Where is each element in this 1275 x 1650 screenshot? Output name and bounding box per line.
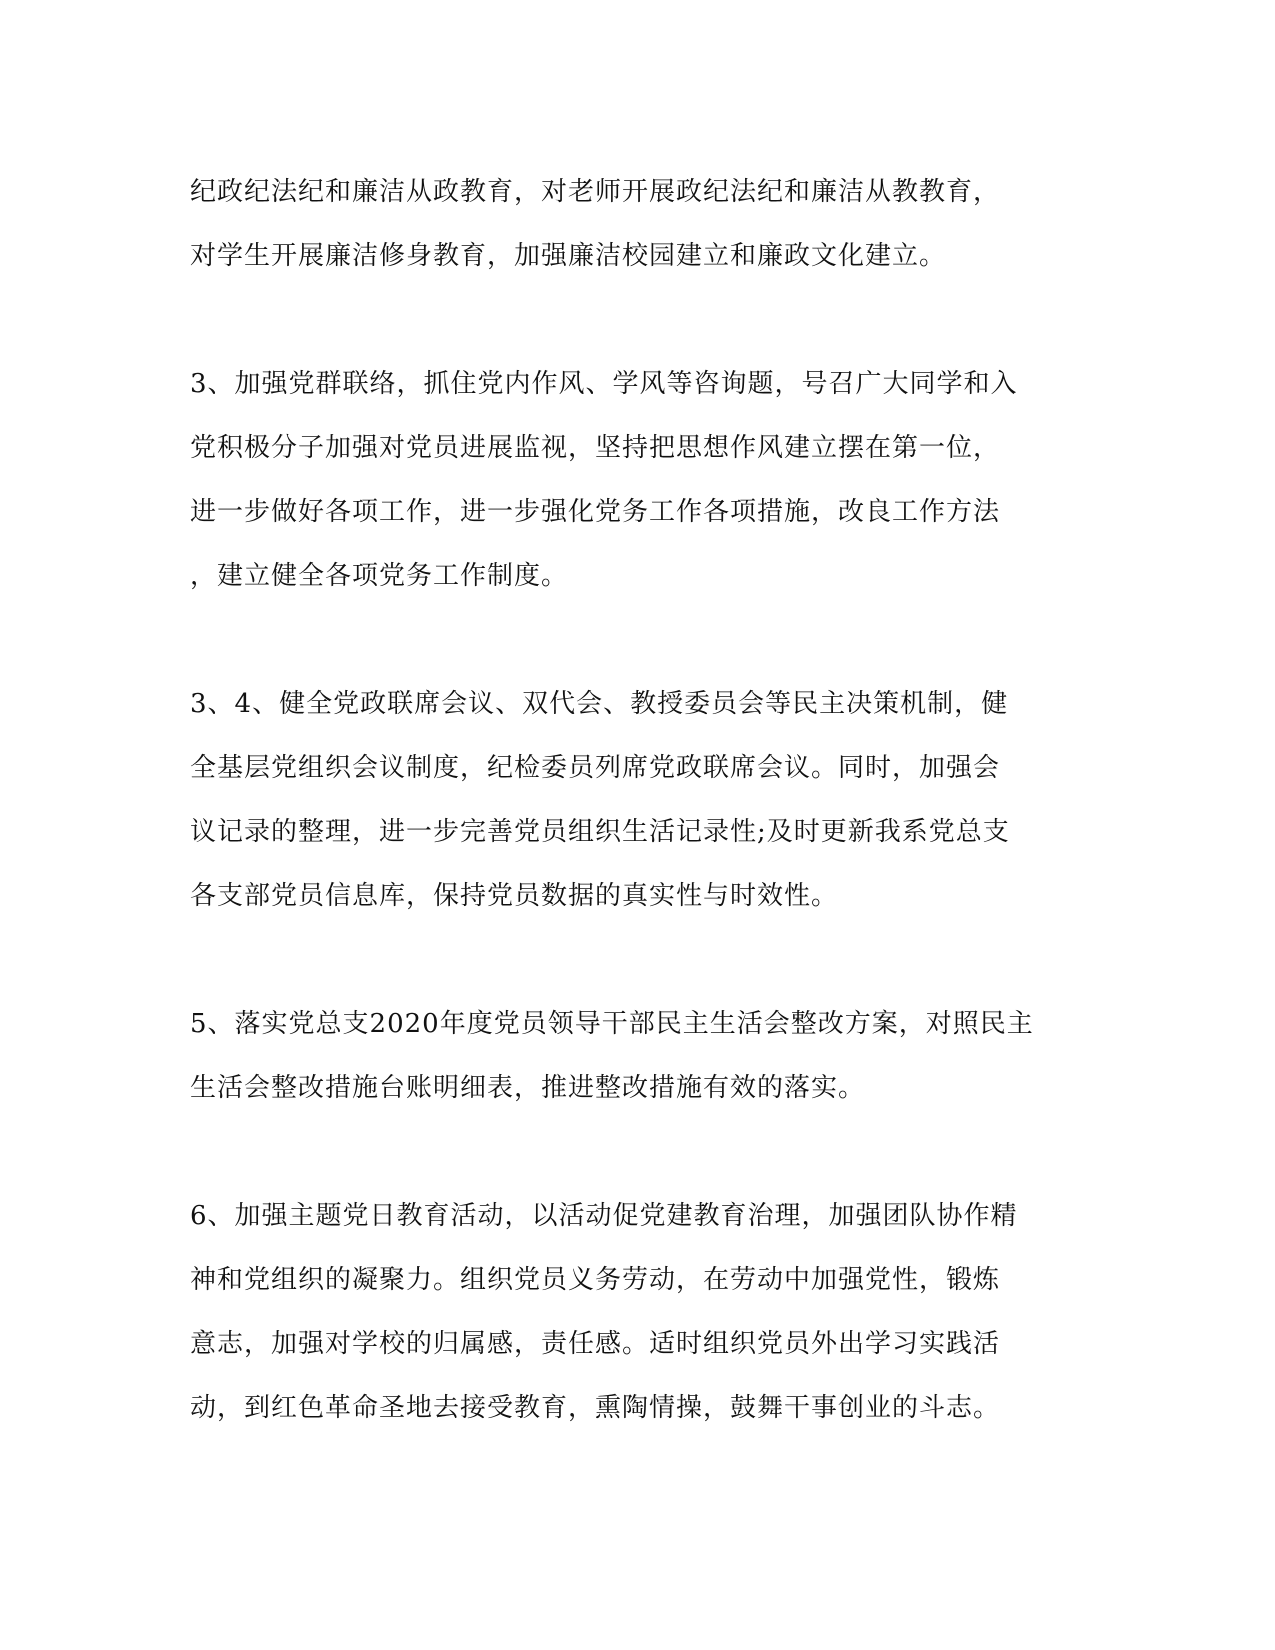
paragraph-spacer xyxy=(190,928,1090,992)
paragraph-5 xyxy=(190,1184,1090,1440)
paragraph-spacer xyxy=(190,288,1090,352)
paragraph-2 xyxy=(190,352,1090,608)
paragraph-line: 5、落实党总支2020年度党员领导干部民主生活会整改方案，对照民主 xyxy=(190,1009,1034,1039)
paragraph-spacer xyxy=(190,608,1090,672)
paragraph-line: 动，到红色革命圣地去接受教育，熏陶情操，鼓舞干事创业的斗志。 xyxy=(190,1393,1001,1423)
paragraph-line: 议记录的整理，进一步完善党员组织生活记录性;及时更新我系党总支 xyxy=(190,817,1010,847)
paragraph-line: 对学生开展廉洁修身教育，加强廉洁校园建立和廉政文化建立。 xyxy=(190,241,947,271)
paragraph-line: 生活会整改措施台账明细表，推进整改措施有效的落实。 xyxy=(190,1073,866,1103)
paragraph-line: 纪政纪法纪和廉洁从政教育，对老师开展政纪法纪和廉洁从教教育， xyxy=(190,177,1001,207)
paragraph-line: 党积极分子加强对党员进展监视，坚持把思想作风建立摆在第一位， xyxy=(190,433,1001,463)
paragraph-1 xyxy=(190,160,1090,288)
paragraph-line: 全基层党组织会议制度，纪检委员列席党政联席会议。同时，加强会 xyxy=(190,753,1001,783)
paragraph-line: 3、4、健全党政联席会议、双代会、教授委员会等民主决策机制，健 xyxy=(190,689,1009,719)
paragraph-3 xyxy=(190,672,1090,928)
paragraph-line: 神和党组织的凝聚力。组织党员义务劳动，在劳动中加强党性，锻炼 xyxy=(190,1265,1001,1295)
paragraph-line: ，建立健全各项党务工作制度。 xyxy=(190,561,569,591)
paragraph-line: 6、加强主题党日教育活动，以活动促党建教育治理，加强团队协作精 xyxy=(190,1201,1018,1231)
paragraph-line: 3、加强党群联络，抓住党内作风、学风等咨询题，号召广大同学和入 xyxy=(190,369,1018,399)
paragraph-line: 进一步做好各项工作，进一步强化党务工作各项措施，改良工作方法 xyxy=(190,497,1001,527)
paragraph-line: 意志，加强对学校的归属感，责任感。适时组织党员外出学习实践活 xyxy=(190,1329,1001,1359)
paragraph-spacer xyxy=(190,1120,1090,1184)
paragraph-4 xyxy=(190,992,1090,1120)
paragraph-line: 各支部党员信息库，保持党员数据的真实性与时效性。 xyxy=(190,881,839,911)
document-body xyxy=(190,160,1090,1440)
